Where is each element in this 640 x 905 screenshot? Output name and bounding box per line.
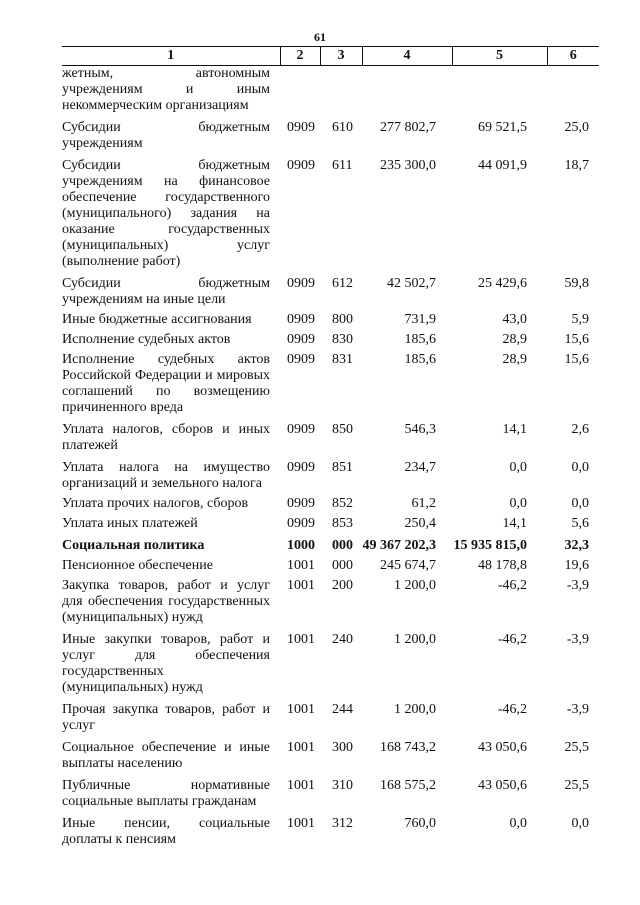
cell-actual: 25 429,6 bbox=[478, 276, 527, 291]
cell-plan: 245 674,7 bbox=[380, 558, 436, 573]
cell-expense-type: 852 bbox=[332, 496, 353, 511]
cell-percent: -3,9 bbox=[566, 632, 589, 647]
cell-expense-type: 312 bbox=[332, 816, 353, 831]
table-row bbox=[62, 740, 599, 772]
cell-plan: 168 743,2 bbox=[380, 740, 436, 755]
header-col-3: 3 bbox=[320, 47, 362, 66]
table-row bbox=[62, 352, 599, 416]
cell-actual: -46,2 bbox=[497, 702, 527, 717]
cell-section: 1001 bbox=[287, 632, 315, 647]
cell-actual: 48 178,8 bbox=[478, 558, 527, 573]
cell-plan: 235 300,0 bbox=[380, 158, 436, 173]
cell-percent: 0,0 bbox=[571, 496, 589, 511]
cell-plan: 185,6 bbox=[404, 332, 436, 347]
table-row bbox=[62, 422, 599, 454]
header-col-5: 5 bbox=[452, 47, 547, 66]
cell-name: Иные закупки товаров, работ и услуг для обеспечения государственных (муниципальных) нужд bbox=[62, 632, 270, 695]
table-row bbox=[62, 66, 599, 115]
table-row bbox=[62, 516, 599, 532]
cell-name: Иные пенсии, социальные доплаты к пенсиям bbox=[62, 816, 270, 847]
cell-plan: 168 575,2 bbox=[380, 778, 436, 793]
cell-name: Иные бюджетные ассигнования bbox=[62, 312, 252, 327]
cell-actual: 69 521,5 bbox=[478, 120, 527, 135]
cell-percent bbox=[547, 66, 599, 115]
cell-section: 0909 bbox=[287, 158, 315, 173]
cell-actual: -46,2 bbox=[497, 632, 527, 647]
cell-actual: 43 050,6 bbox=[478, 778, 527, 793]
cell-name: Пенсионное обеспечение bbox=[62, 558, 213, 573]
page-number: 61 bbox=[314, 30, 326, 44]
cell-percent: 25,0 bbox=[564, 120, 589, 135]
cell-name: Закупка товаров, работ и услуг для обеспечения государственных (муниципальных) нужд bbox=[62, 578, 270, 625]
cell-section: 0909 bbox=[287, 516, 315, 531]
table-row bbox=[62, 702, 599, 734]
cell-expense-type: 831 bbox=[332, 352, 353, 367]
cell-section: 1001 bbox=[287, 702, 315, 717]
cell-expense-type bbox=[320, 66, 362, 115]
cell-plan: 760,0 bbox=[404, 816, 436, 831]
table-row bbox=[62, 558, 599, 574]
cell-percent: 18,7 bbox=[564, 158, 589, 173]
cell-actual: 44 091,9 bbox=[478, 158, 527, 173]
cell-actual: 43,0 bbox=[502, 312, 527, 327]
cell-name: Публичные нормативные социальные выплаты гражданам bbox=[62, 778, 270, 809]
cell-percent: 15,6 bbox=[564, 352, 589, 367]
cell-plan: 42 502,7 bbox=[387, 276, 436, 291]
cell-percent: 0,0 bbox=[571, 816, 589, 831]
cell-name: Уплата прочих налогов, сборов bbox=[62, 496, 249, 511]
cell-expense-type: 610 bbox=[332, 120, 353, 135]
cell-percent: 25,5 bbox=[564, 740, 589, 755]
cell-section: 1001 bbox=[287, 778, 315, 793]
header-col-2: 2 bbox=[280, 47, 320, 66]
cell-expense-type: 850 bbox=[332, 422, 353, 437]
table-row bbox=[62, 632, 599, 696]
table-row bbox=[62, 778, 599, 810]
cell-section: 0909 bbox=[287, 422, 315, 437]
budget-table bbox=[62, 46, 599, 848]
table-row bbox=[62, 538, 599, 554]
cell-name: Субсидии бюджетным учреждениям на финансовое обеспечение государственного (муниципального) задания на оказание государственных (муниципальных) услуг (выполнение работ) bbox=[62, 158, 270, 269]
cell-section: 1001 bbox=[287, 558, 315, 573]
cell-section bbox=[280, 66, 320, 115]
cell-percent: 32,3 bbox=[564, 538, 589, 553]
cell-expense-type: 244 bbox=[332, 702, 353, 717]
cell-actual: 0,0 bbox=[509, 816, 527, 831]
cell-name: Субсидии бюджетным учреждениям bbox=[62, 120, 270, 151]
header-col-4: 4 bbox=[362, 47, 452, 66]
cell-actual: 14,1 bbox=[502, 422, 527, 437]
table-row bbox=[62, 332, 599, 348]
cell-plan: 731,9 bbox=[404, 312, 436, 327]
cell-expense-type: 853 bbox=[332, 516, 353, 531]
cell-name: Прочая закупка товаров, работ и услуг bbox=[62, 702, 270, 733]
cell-expense-type: 240 bbox=[332, 632, 353, 647]
cell-percent: -3,9 bbox=[566, 578, 589, 593]
cell-section: 1001 bbox=[287, 740, 315, 755]
cell-name: Уплата налогов, сборов и иных платежей bbox=[62, 422, 270, 453]
cell-plan: 49 367 202,3 bbox=[362, 538, 436, 553]
table-row bbox=[62, 496, 599, 512]
cell-name: Уплата иных платежей bbox=[62, 516, 198, 531]
cell-expense-type: 851 bbox=[332, 460, 353, 475]
cell-percent: 5,6 bbox=[571, 516, 589, 531]
cell-section: 0909 bbox=[287, 496, 315, 511]
cell-expense-type: 000 bbox=[332, 558, 353, 573]
cell-section: 1000 bbox=[287, 538, 315, 553]
cell-plan: 277 802,7 bbox=[380, 120, 436, 135]
cell-expense-type: 200 bbox=[332, 578, 353, 593]
table-row bbox=[62, 158, 599, 270]
cell-expense-type: 612 bbox=[332, 276, 353, 291]
header-row bbox=[62, 47, 599, 66]
header-col-1: 1 bbox=[62, 47, 280, 66]
cell-name: Исполнение судебных актов Российской Федерации и мировых соглашений по возмещению причиненного вреда bbox=[62, 352, 270, 415]
cell-name: Уплата налога на имущество организаций и земельного налога bbox=[62, 460, 270, 491]
cell-section: 0909 bbox=[287, 352, 315, 367]
cell-percent: 0,0 bbox=[571, 460, 589, 475]
table-row bbox=[62, 578, 599, 626]
cell-plan: 250,4 bbox=[404, 516, 436, 531]
cell-section: 0909 bbox=[287, 120, 315, 135]
cell-expense-type: 300 bbox=[332, 740, 353, 755]
cell-plan: 1 200,0 bbox=[394, 632, 436, 647]
cell-actual: 14,1 bbox=[502, 516, 527, 531]
cell-name: Субсидии бюджетным учреждениям на иные цели bbox=[62, 276, 270, 307]
cell-percent: 25,5 bbox=[564, 778, 589, 793]
cell-plan: 1 200,0 bbox=[394, 702, 436, 717]
cell-plan: 234,7 bbox=[404, 460, 436, 475]
cell-plan: 185,6 bbox=[404, 352, 436, 367]
table-row bbox=[62, 816, 599, 848]
cell-actual: 0,0 bbox=[509, 496, 527, 511]
cell-expense-type: 800 bbox=[332, 312, 353, 327]
cell-name: Исполнение судебных актов bbox=[62, 332, 231, 347]
cell-actual bbox=[452, 66, 547, 115]
cell-percent: 5,9 bbox=[571, 312, 589, 327]
cell-actual: 28,9 bbox=[502, 332, 527, 347]
cell-percent: 59,8 bbox=[564, 276, 589, 291]
cell-expense-type: 000 bbox=[332, 538, 353, 553]
cell-plan: 61,2 bbox=[411, 496, 436, 511]
cell-percent: 2,6 bbox=[571, 422, 589, 437]
cell-plan: 1 200,0 bbox=[394, 578, 436, 593]
cell-section: 0909 bbox=[287, 460, 315, 475]
cell-actual: 15 935 815,0 bbox=[453, 538, 527, 553]
cell-section: 0909 bbox=[287, 276, 315, 291]
table-row bbox=[62, 460, 599, 492]
cell-percent: 19,6 bbox=[564, 558, 589, 573]
cell-expense-type: 611 bbox=[332, 158, 353, 173]
cell-name: жетным, автономным учреждениям и иным некоммерческим организациям bbox=[62, 66, 270, 113]
header-col-6: 6 bbox=[547, 47, 599, 66]
table-header bbox=[62, 47, 599, 66]
cell-section: 1001 bbox=[287, 816, 315, 831]
table-row bbox=[62, 120, 599, 152]
table-row bbox=[62, 276, 599, 308]
cell-section: 0909 bbox=[287, 332, 315, 347]
cell-percent: 15,6 bbox=[564, 332, 589, 347]
cell-actual: -46,2 bbox=[497, 578, 527, 593]
cell-section: 1001 bbox=[287, 578, 315, 593]
cell-percent: -3,9 bbox=[566, 702, 589, 717]
cell-actual: 0,0 bbox=[509, 460, 527, 475]
cell-expense-type: 310 bbox=[332, 778, 353, 793]
cell-actual: 43 050,6 bbox=[478, 740, 527, 755]
cell-expense-type: 830 bbox=[332, 332, 353, 347]
cell-name: Социальная политика bbox=[62, 538, 205, 553]
cell-actual: 28,9 bbox=[502, 352, 527, 367]
cell-plan bbox=[362, 66, 452, 115]
cell-section: 0909 bbox=[287, 312, 315, 327]
cell-plan: 546,3 bbox=[404, 422, 436, 437]
table-row bbox=[62, 312, 599, 328]
cell-name: Социальное обеспечение и иные выплаты населению bbox=[62, 740, 270, 771]
table-body bbox=[62, 66, 599, 849]
